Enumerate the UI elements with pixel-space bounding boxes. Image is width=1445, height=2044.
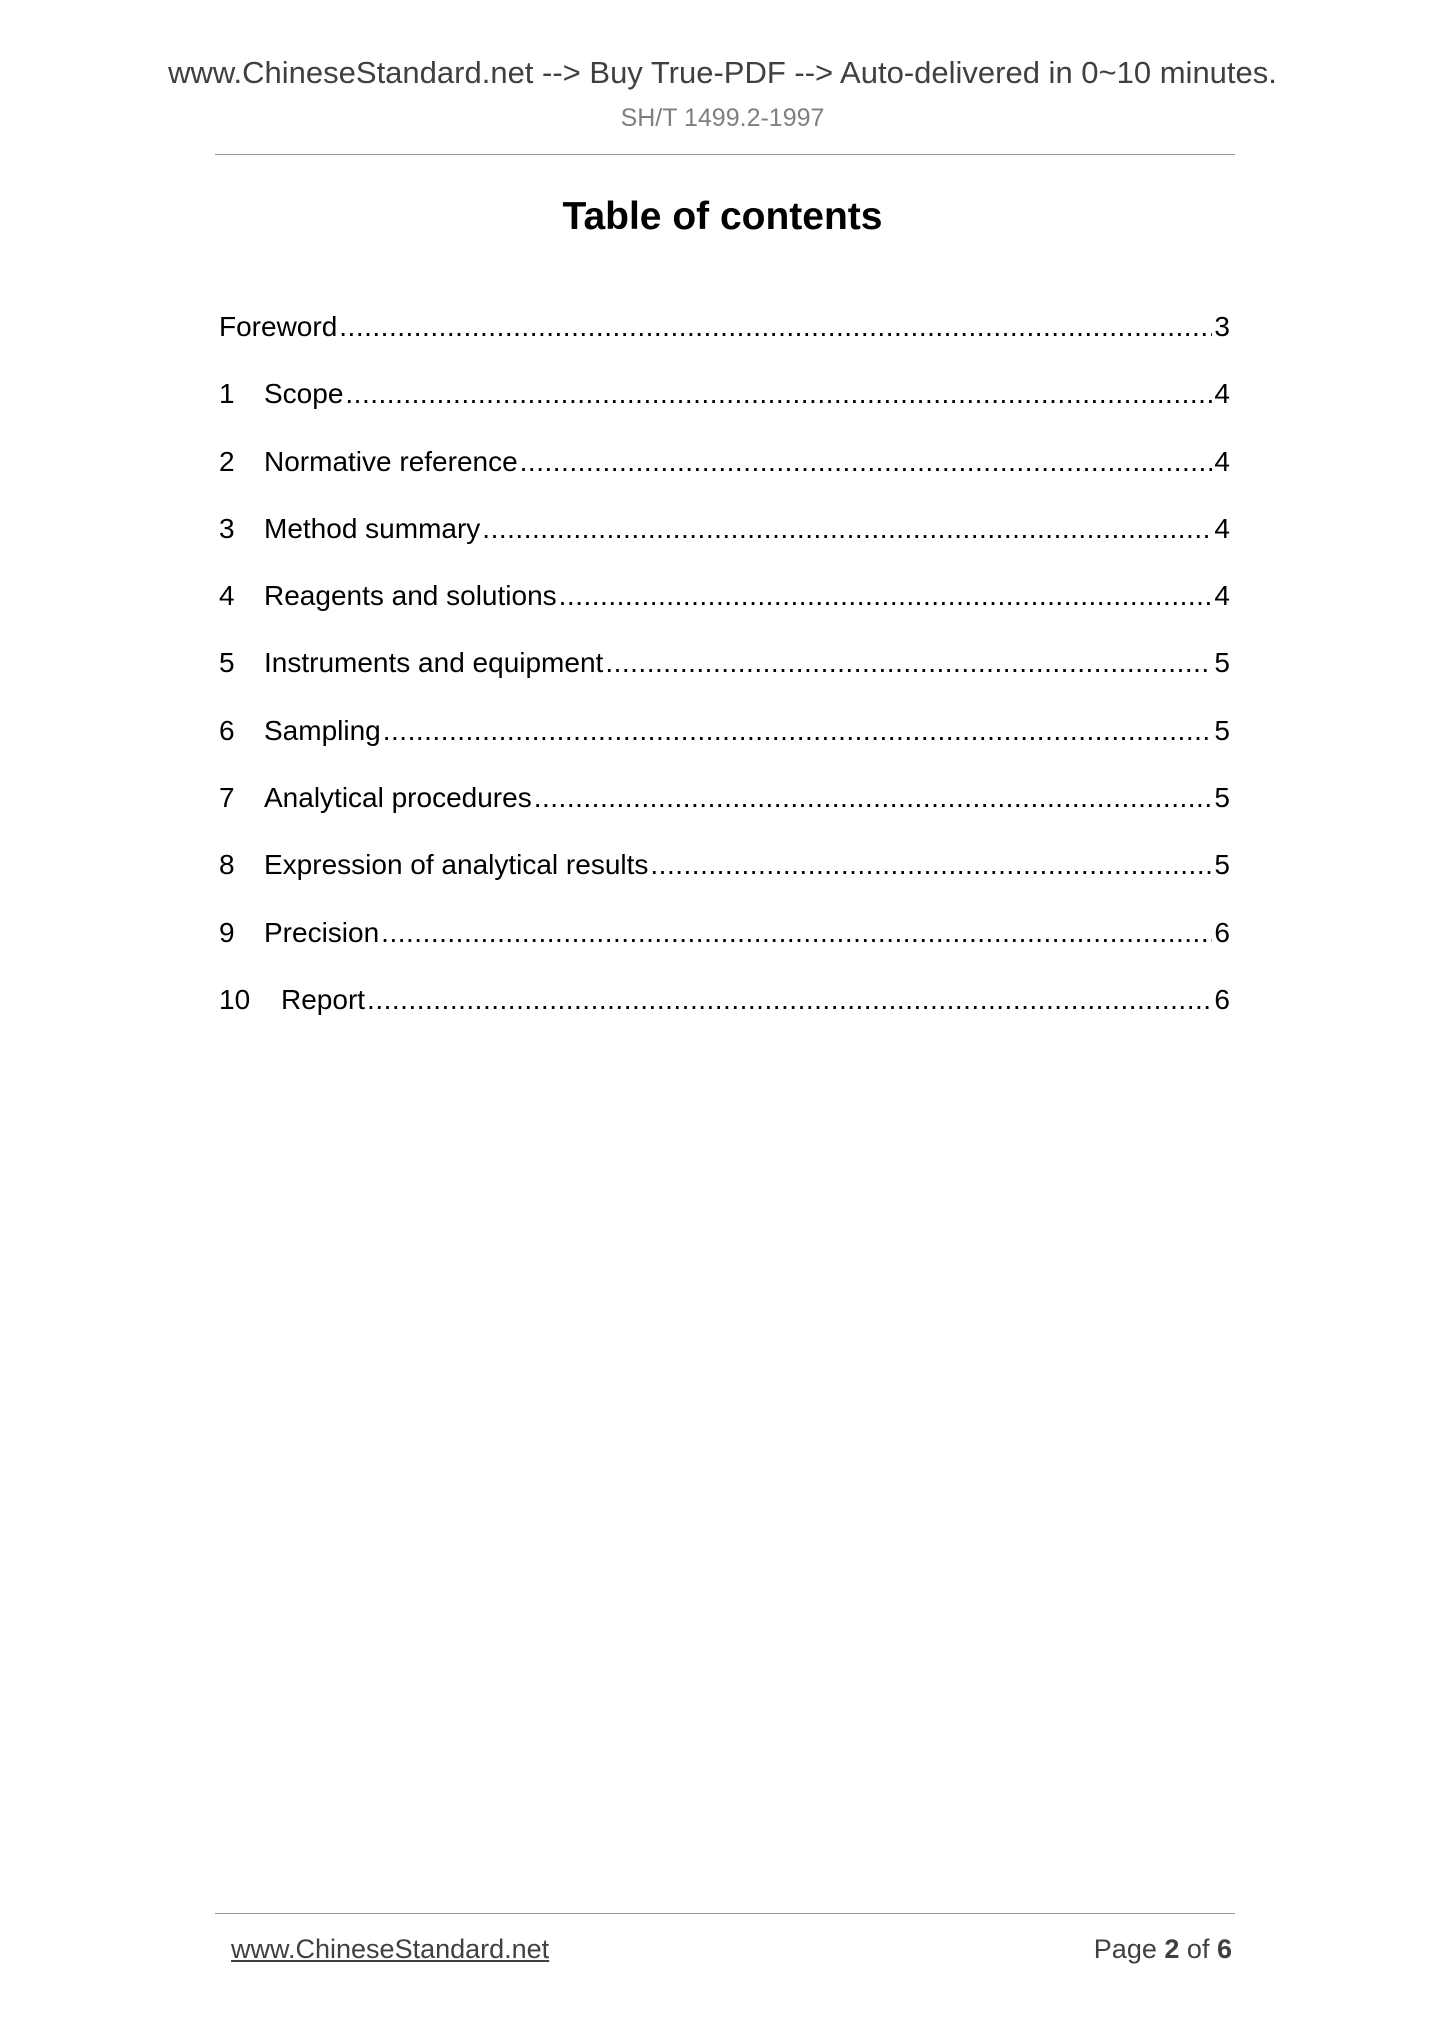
toc-entry-number: 1: [219, 378, 235, 410]
toc-entry-page: 4: [1214, 445, 1230, 477]
toc-entry-number: 7: [219, 782, 235, 814]
toc-entry-label: Instruments and equipment: [264, 647, 604, 679]
page-indicator: [1094, 1935, 1232, 1965]
toc-entry-label: Method summary: [264, 512, 481, 544]
toc-leader-dots: [605, 646, 1212, 680]
toc-entry-label: Report: [281, 983, 366, 1015]
toc-entry-number: 10: [219, 983, 251, 1015]
header-divider: [215, 154, 1235, 155]
toc-entry-label: Reagents and solutions: [264, 580, 557, 612]
toc-entry-page: 5: [1214, 714, 1230, 746]
page-current: 2: [1164, 1934, 1180, 1964]
toc-entry-page: 6: [1214, 983, 1230, 1015]
toc-entry-label: Normative reference: [264, 445, 518, 477]
toc-entry-page: 6: [1214, 916, 1230, 948]
table-of-contents: [219, 310, 1230, 1050]
toc-leader-dots: [650, 848, 1212, 882]
toc-entry-page: 3: [1214, 311, 1230, 342]
toc-entry-analytical-procedures[interactable]: [219, 781, 1230, 848]
toc-entry-instruments[interactable]: [219, 646, 1230, 713]
toc-entry-number: 3: [219, 512, 235, 544]
toc-entry-label: Analytical procedures: [264, 782, 532, 814]
toc-entry-page: 4: [1214, 378, 1230, 410]
toc-leader-dots: [559, 579, 1213, 613]
toc-entry-number: 2: [219, 445, 235, 477]
toc-leader-dots: [345, 377, 1212, 411]
toc-entry-method-summary[interactable]: [219, 512, 1230, 579]
toc-leader-dots: [367, 983, 1212, 1017]
toc-entry-page: 4: [1214, 512, 1230, 544]
toc-entry-expression-of-results[interactable]: [219, 848, 1230, 915]
toc-entry-number: 9: [219, 916, 235, 948]
page-of: of: [1186, 1934, 1210, 1964]
footer-divider: [215, 1913, 1235, 1914]
toc-entry-page: 4: [1214, 580, 1230, 612]
toc-leader-dots: [339, 310, 1212, 344]
toc-entry-page: 5: [1214, 647, 1230, 679]
toc-entry-report[interactable]: [219, 983, 1230, 1050]
toc-entry-label: Precision: [264, 916, 380, 948]
toc-entry-precision[interactable]: [219, 916, 1230, 983]
toc-entry-page: 5: [1214, 782, 1230, 814]
toc-entry-sampling[interactable]: [219, 714, 1230, 781]
toc-entry-number: 8: [219, 849, 235, 881]
toc-entry-page: 5: [1214, 849, 1230, 881]
toc-leader-dots: [383, 714, 1213, 748]
header-banner: www.ChineseStandard.net --> Buy True-PDF --> Auto-delivered in 0~10 minutes.: [168, 55, 1277, 90]
toc-entry-label: Foreword: [219, 311, 338, 342]
toc-entry-label: Expression of analytical results: [264, 849, 649, 881]
toc-entry-normative-reference[interactable]: [219, 445, 1230, 512]
page-title: Table of contents: [562, 195, 883, 238]
page-total: 6: [1216, 1934, 1232, 1964]
toc-leader-dots: [534, 781, 1213, 815]
toc-entry-number: 4: [219, 580, 235, 612]
toc-leader-dots: [482, 512, 1212, 546]
footer-website-link[interactable]: www.ChineseStandard.net: [231, 1934, 550, 1964]
toc-entry-label: Sampling: [264, 714, 381, 746]
toc-entry-number: 6: [219, 714, 235, 746]
toc-leader-dots: [520, 445, 1213, 479]
toc-entry-number: 5: [219, 647, 235, 679]
toc-leader-dots: [381, 916, 1212, 950]
toc-entry-label: Scope: [264, 378, 344, 410]
toc-entry-scope[interactable]: [219, 377, 1230, 444]
page-prefix: Page: [1093, 1934, 1157, 1964]
standard-code: SH/T 1499.2-1997: [620, 104, 825, 132]
toc-entry-foreword[interactable]: [219, 310, 1230, 377]
toc-entry-reagents[interactable]: [219, 579, 1230, 646]
